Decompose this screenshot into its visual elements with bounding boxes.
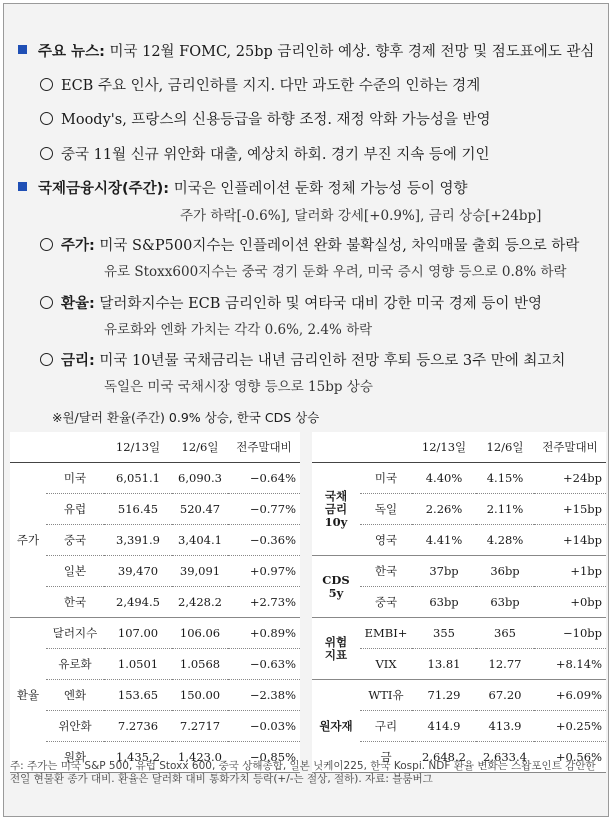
table-cell: 3,391.9: [104, 525, 172, 556]
col-header-current: 12/13일: [104, 432, 172, 463]
table-row: [312, 618, 606, 649]
row-label: 달러지수: [46, 618, 104, 649]
table-cell: 4.28%: [476, 525, 534, 556]
circle-bullet-icon: [40, 353, 53, 366]
market-item-stocks-subtext: 유로 Stoxx600지수는 중국 경기 둔화 우려, 미국 증시 영향 등으로 0.8% 하락: [104, 264, 567, 280]
table-cell: +6.09%: [534, 680, 606, 711]
row-label: WTI유: [360, 680, 412, 711]
weekly-line: [38, 177, 468, 198]
row-label: 원화: [46, 742, 104, 773]
weekly-subtext: 주가 하락[-0.6%], 달러화 강세[+0.9%], 금리 상승[+24bp]: [180, 208, 542, 224]
row-label: 위안화: [46, 711, 104, 742]
table-row: [10, 494, 300, 525]
table-row: [10, 711, 300, 742]
table-cell: 4.15%: [476, 463, 534, 494]
table-cell: 7.2736: [104, 711, 172, 742]
table-cell: −0.63%: [228, 649, 300, 680]
news-item: Moody's, 프랑스의 신용등급을 하향 조정. 재정 악화 가능성을 반영: [40, 108, 490, 129]
row-label: 미국: [46, 463, 104, 494]
table-cell: 2,648.2: [412, 742, 476, 773]
table-cell: 1,435.2: [104, 742, 172, 773]
table-cell: 4.41%: [412, 525, 476, 556]
table-cell: −0.77%: [228, 494, 300, 525]
news-item: 중국 11월 신규 위안화 대출, 예상치 하회. 경기 부진 지속 등에 기인: [40, 143, 490, 164]
table-row: [312, 680, 606, 711]
group-label: 국채 금리 10y: [312, 463, 360, 556]
main-news-text: 미국 12월 FOMC, 25bp 금리인하 예상. 향후 경제 전망 및 점도표에도 관심: [109, 44, 595, 60]
weekly-text: 미국은 인플레이션 둔화 정체 가능성 등이 영향: [173, 181, 468, 197]
table-header-row: [10, 432, 300, 463]
table-cell: 520.47: [172, 494, 228, 525]
market-item-rates: 금리: 미국 10년물 국채금리는 내년 금리인하 전망 후퇴 등으로 3주 만에 최고치: [40, 349, 565, 370]
table-cell: 12.77: [476, 649, 534, 680]
circle-bullet-icon: [40, 296, 53, 309]
table-cell: 2,494.5: [104, 587, 172, 618]
table-cell: 3,404.1: [172, 525, 228, 556]
table-cell: 365: [476, 618, 534, 649]
main-news-label: 주요 뉴스:: [38, 44, 105, 60]
table-cell: 1.0568: [172, 649, 228, 680]
table-cell: −0.03%: [228, 711, 300, 742]
table-cell: 413.9: [476, 711, 534, 742]
row-label: 한국: [360, 556, 412, 587]
row-label: 한국: [46, 587, 104, 618]
table-cell: 63bp: [412, 587, 476, 618]
table-cell: −2.38%: [228, 680, 300, 711]
table-cell: 6,051.1: [104, 463, 172, 494]
row-label: 독일: [360, 494, 412, 525]
group-label: 환율: [10, 618, 46, 773]
row-label: 금: [360, 742, 412, 773]
table-row: [10, 463, 300, 494]
table-cell: 4.40%: [412, 463, 476, 494]
table-cell: 414.9: [412, 711, 476, 742]
table-cell: +15bp: [534, 494, 606, 525]
row-label: 미국: [360, 463, 412, 494]
table-cell: 107.00: [104, 618, 172, 649]
group-label: 주가: [10, 463, 46, 618]
table-cell: 63bp: [476, 587, 534, 618]
row-label: 중국: [46, 525, 104, 556]
table-row: [10, 649, 300, 680]
circle-bullet-icon: [40, 112, 53, 125]
table-cell: 2.11%: [476, 494, 534, 525]
table-cell: 39,091: [172, 556, 228, 587]
row-label: 엔화: [46, 680, 104, 711]
col-header-previous: 12/6일: [172, 432, 228, 463]
table-header-row: [312, 432, 606, 463]
table-cell: +0.25%: [534, 711, 606, 742]
bullet-square-icon: [18, 182, 27, 191]
market-item-fx-subtext: 유로화와 엔화 가치는 각각 0.6%, 2.4% 하락: [104, 322, 373, 338]
row-label: EMBI+: [360, 618, 412, 649]
table-cell: +1bp: [534, 556, 606, 587]
table-cell: 6,090.3: [172, 463, 228, 494]
table-row: [10, 618, 300, 649]
table-cell: 36bp: [476, 556, 534, 587]
row-label: 중국: [360, 587, 412, 618]
table-cell: −10bp: [534, 618, 606, 649]
table-row: [312, 463, 606, 494]
table-row: [10, 556, 300, 587]
table-cell: +24bp: [534, 463, 606, 494]
table-cell: −0.64%: [228, 463, 300, 494]
news-item: ECB 주요 인사, 금리인하를 지지. 다만 과도한 수준의 인하는 경계: [40, 74, 480, 95]
circle-bullet-icon: [40, 238, 53, 251]
table-row: [10, 525, 300, 556]
table-row: [10, 680, 300, 711]
table-cell: +2.73%: [228, 587, 300, 618]
table-cell: 2,428.2: [172, 587, 228, 618]
right-market-table: [312, 432, 606, 773]
row-label: 유로화: [46, 649, 104, 680]
col-header-change: 전주말대비: [228, 432, 300, 463]
table-cell: 37bp: [412, 556, 476, 587]
footnote: 주: 주가는 미국 S&P 500, 유럽 Stoxx 600, 중국 상해종합, 일본 닛케이225, 한국 Kospi. NDF 환율 변화는 스왑포인트 감안한 전일 현물환 종가 대비. 환율은 달러화 대비 통화가치 등락(+/-는 절상, 절하). 자료: 블룸버그: [10, 760, 596, 785]
table-cell: +0.97%: [228, 556, 300, 587]
group-label: CDS 5y: [312, 556, 360, 618]
row-label: 일본: [46, 556, 104, 587]
row-label: 영국: [360, 525, 412, 556]
table-cell: 106.06: [172, 618, 228, 649]
group-label: 위험 지표: [312, 618, 360, 680]
table-cell: 355: [412, 618, 476, 649]
fx-note: ※원/달러 환율(주간) 0.9% 상승, 한국 CDS 상승: [52, 410, 320, 425]
table-cell: −0.36%: [228, 525, 300, 556]
circle-bullet-icon: [40, 147, 53, 160]
bullet-square-icon: [18, 45, 27, 54]
table-cell: +8.14%: [534, 649, 606, 680]
table-cell: +0.89%: [228, 618, 300, 649]
table-cell: 39,470: [104, 556, 172, 587]
row-label: VIX: [360, 649, 412, 680]
weekly-label: 국제금융시장(주간):: [38, 181, 170, 197]
col-header-change: 전주말대비: [534, 432, 606, 463]
table-cell: 2.26%: [412, 494, 476, 525]
market-item-stocks: 주가: 미국 S&P500지수는 인플레이션 완화 불확실성, 차익매물 출회 등으로 하락: [40, 234, 579, 255]
table-row: [312, 556, 606, 587]
table-cell: 13.81: [412, 649, 476, 680]
row-label: 구리: [360, 711, 412, 742]
table-cell: 67.20: [476, 680, 534, 711]
market-item-rates-subtext: 독일은 미국 국채시장 영향 등으로 15bp 상승: [104, 379, 373, 395]
table-cell: 1.0501: [104, 649, 172, 680]
table-cell: +14bp: [534, 525, 606, 556]
circle-bullet-icon: [40, 78, 53, 91]
table-cell: 7.2717: [172, 711, 228, 742]
col-header-current: 12/13일: [412, 432, 476, 463]
table-cell: +0bp: [534, 587, 606, 618]
row-label: 유럽: [46, 494, 104, 525]
main-news-line: [38, 40, 594, 61]
table-cell: +0.56%: [534, 742, 606, 773]
table-cell: 2,633.4: [476, 742, 534, 773]
group-label: 원자재: [312, 680, 360, 773]
col-header-previous: 12/6일: [476, 432, 534, 463]
table-cell: 516.45: [104, 494, 172, 525]
table-cell: 150.00: [172, 680, 228, 711]
table-cell: 1,423.0: [172, 742, 228, 773]
table-cell: −0.85%: [228, 742, 300, 773]
table-cell: 71.29: [412, 680, 476, 711]
market-item-fx: 환율: 달러화지수는 ECB 금리인하 및 여타국 대비 강한 미국 경제 등이 반영: [40, 292, 542, 313]
table-row: [10, 587, 300, 618]
table-cell: 153.65: [104, 680, 172, 711]
left-market-table: [10, 432, 300, 773]
